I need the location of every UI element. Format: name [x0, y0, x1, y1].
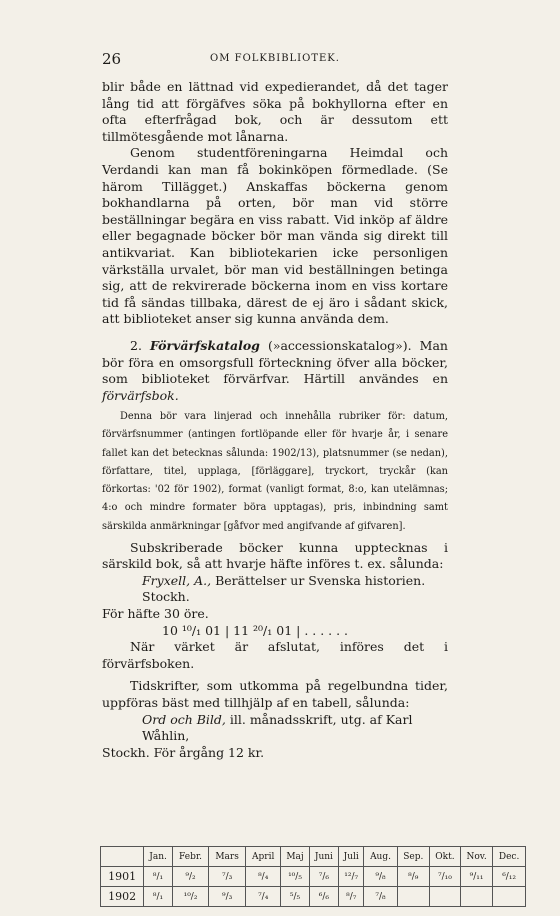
table-cell: ⁸/₁ — [144, 887, 173, 907]
table-row — [101, 867, 526, 887]
small-print-paragraph: Denna bör vara linjerad och innehålla rubriker för: datum, förvärfsnummer (antingen fortlöpande eller för hvarje år, i senare fallet kan det betecknas sålunda: 1902/13), platsnummer (se nedan), författare, titel, upplaga, [förläggare], tryckort, tryckår (kan förkortas: '02 för 1902), format (vanligt format, 8:o, kan utelämnas; 4:o och mindre formater böra upptagas), pris, inbindning samt särskilda anmärkningar [gåfvor med angifvande af gifvaren]. — [102, 411, 448, 532]
table-cell: ⁸/₉ — [397, 867, 429, 887]
table-cell — [397, 887, 429, 907]
body-text — [102, 79, 448, 761]
table-header-row — [101, 847, 526, 867]
section-term-2: förvärfsbok. — [102, 387, 179, 403]
paragraph-6: Tidskrifter, som utkomma på regelbundna tider, uppföras bäst med tillhjälp af en tabell, sålunda: — [102, 678, 448, 711]
table-row-year: 1902 — [101, 887, 144, 907]
running-title: OM FOLKBIBLIOTEK. — [210, 53, 340, 64]
table-cell: ⁸/₁ — [144, 867, 173, 887]
table-header-cell: Juni — [309, 847, 338, 867]
example-2-price: Stockh. För årgång 12 kr. — [102, 744, 265, 760]
page-header — [102, 50, 448, 70]
table-cell: ⁷/₆ — [309, 867, 338, 887]
example-1-author: Fryxell, A., — [142, 572, 212, 588]
page-number: 26 — [102, 50, 122, 68]
section-number: 2. — [130, 337, 142, 353]
example-1-price: För häfte 30 öre. — [102, 606, 209, 622]
table-header-cell: Jan. — [144, 847, 173, 867]
table-cell: ⁹/₁₁ — [460, 867, 492, 887]
table-row-year: 1901 — [101, 867, 144, 887]
example-1 — [102, 573, 448, 606]
table-header-cell: Mars — [209, 847, 246, 867]
table-cell: ⁹/₂ — [172, 867, 208, 887]
table-cell — [460, 887, 492, 907]
table-header-cell: Febr. — [172, 847, 208, 867]
table-cell — [493, 887, 526, 907]
example-2-title: Ord och Bild, — [142, 711, 226, 727]
table-header-cell: Dec. — [493, 847, 526, 867]
table-cell: ¹⁰/₂ — [172, 887, 208, 907]
table-row — [101, 887, 526, 907]
table-header-cell: April — [246, 847, 281, 867]
section-term: Förvärfskatalog — [149, 337, 260, 353]
table-cell: ⁷/₄ — [246, 887, 281, 907]
table-cell: ⁹/₈ — [364, 867, 397, 887]
table-cell: ⁹/₃ — [209, 887, 246, 907]
periodical-table — [100, 846, 526, 907]
example-1-title: Berättelser ur Svenska historien. Stockh. — [142, 572, 426, 605]
paragraph-5: När värket är afslutat, införes det i förvärfsboken. — [102, 639, 448, 671]
example-2 — [102, 712, 448, 745]
table-cell: ⁷/₃ — [209, 867, 246, 887]
table-cell: ⁵/₅ — [281, 887, 309, 907]
table-header-cell: Maj — [281, 847, 309, 867]
table-header-cell: Juli — [339, 847, 364, 867]
paragraph-1: blir både en lättnad vid expedierandet, då det tager lång tid att förgäfves söka på bokhyllorna efter en ofta efterfrågad bok, och är dessutom ett tillmötesgående mot lånarna. — [102, 79, 448, 144]
table-header-cell: Aug. — [364, 847, 397, 867]
table-cell: ⁷/₈ — [364, 887, 397, 907]
table-header-cell: Okt. — [429, 847, 460, 867]
table-cell: ⁸/₄ — [246, 867, 281, 887]
example-1-dates: 10 ¹⁰/₁ 01 | 11 ²⁰/₁ 01 | . . . . . . — [162, 622, 349, 638]
paragraph-2: Genom studentföreningarna Heimdal och Verdandi kan man få bokinköpen förmedlade. (Se härom Tillägget.) Anskaffas böckerna genom bokhandlarna på orten, bör man vid större beställningar begära en viss rabatt. Vid inköp af äldre eller begagnade böcker bör man vända sig direkt till antikvariat. Kan bibliotekarien icke personligen värkställa urvalet, bör man vid beställningen betinga sig, att de rekvirerade böckerna inom en viss kortare tid få sändas tillbaka, därest de ej äro i sådant skick, att biblioteket anser sig kunna använda dem. — [102, 145, 448, 327]
table-cell: ⁸/₇ — [339, 887, 364, 907]
table-cell — [429, 887, 460, 907]
paragraph-3 — [102, 338, 448, 404]
table-cell: ¹²/₇ — [339, 867, 364, 887]
table-cell: ⁷/₁₀ — [429, 867, 460, 887]
table-cell: ⁶/₁₂ — [493, 867, 526, 887]
table-cell: ¹⁰/₅ — [281, 867, 309, 887]
table-cell: ⁶/₆ — [309, 887, 338, 907]
table-header-cell: Nov. — [460, 847, 492, 867]
table-header-cell: Sep. — [397, 847, 429, 867]
paragraph-4: Subskriberade böcker kunna upptecknas i särskild bok, så att hvarje häfte införes t. ex. sålunda: — [102, 539, 448, 572]
example-2-text: ill. månadsskrift, utg. af Karl Wåhlin, — [142, 711, 413, 744]
table-header-year — [101, 847, 144, 867]
section-text: (»accessionskatalog»). Man bör föra en omsorgsfull förteckning öfver alla böcker, som biblioteket förvärfvar. Härtill användes en — [102, 337, 448, 387]
